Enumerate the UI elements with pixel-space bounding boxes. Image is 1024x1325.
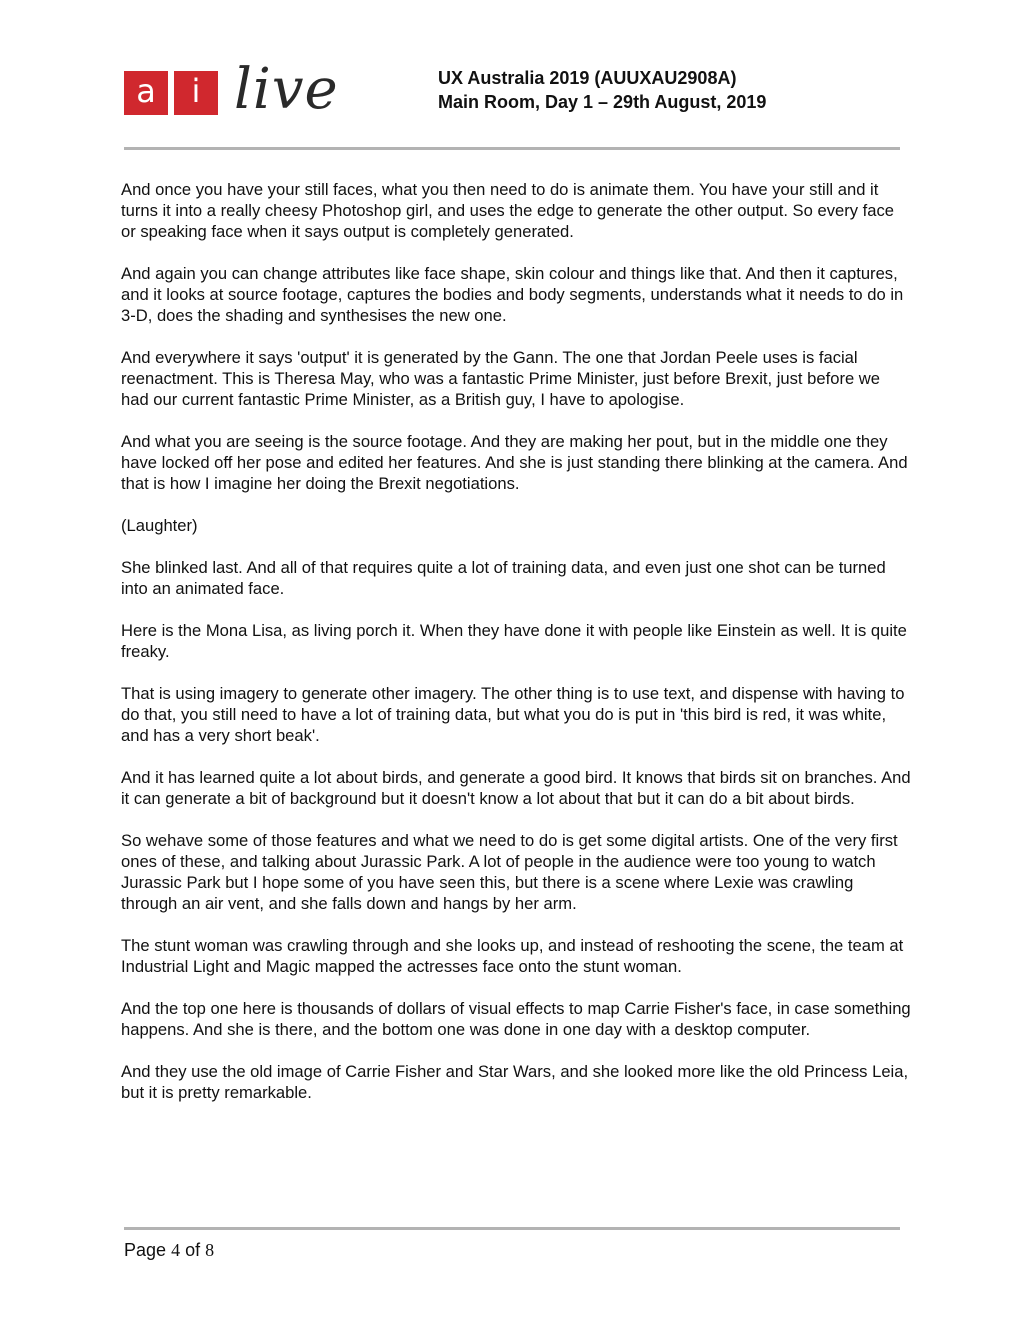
- transcript-paragraph: The stunt woman was crawling through and she looks up, and instead of reshooting the scene, the team at Industrial Light and Magic mapped the actresses face onto the stunt woman.: [121, 936, 904, 976]
- transcript-paragraph: That is using imagery to generate other imagery. The other thing is to use text, and dispense with having to do that, you still need to have a lot of training data, but what you do is put in 'this bird is red, it was white, and has a very short beak'.: [121, 684, 905, 745]
- logo-letter-a: a: [124, 71, 168, 115]
- document-header: [438, 66, 766, 114]
- transcript-paragraph: She blinked last. And all of that requires quite a lot of training data, and even just one shot can be turned into an animated face.: [121, 558, 886, 598]
- transcript-paragraph: And they use the old image of Carrie Fisher and Star Wars, and she looked more like the old Princess Leia, but it is pretty remarkable.: [121, 1062, 909, 1102]
- transcript-paragraph: And everywhere it says 'output' it is generated by the Gann. The one that Jordan Peele uses is facial reenactment. This is Theresa May, who was a fantastic Prime Minister, just before Brexit, just before we had our current fantastic Prime Minister, as a British guy, I have to apologise.: [121, 348, 881, 409]
- transcript-paragraph: And it has learned quite a lot about birds, and generate a good bird. It knows that birds sit on branches. And it can generate a bit of background but it doesn't know a lot about that but it can do a bit about birds.: [121, 768, 911, 808]
- logo-word-live: live: [234, 57, 339, 122]
- transcript-paragraph: Here is the Mona Lisa, as living porch it. When they have done it with people like Einstein as well. It is quite freaky.: [121, 621, 907, 661]
- transcript-paragraph: And once you have your still faces, what you then need to do is animate them. You have your still and it turns it into a really cheesy Photoshop girl, and uses the edge to generate the other output. So every face or speaking face when it says output is completely generated.: [121, 180, 895, 241]
- header-event-title: UX Australia 2019 (AUUXAU2908A): [438, 68, 737, 88]
- header-session-info: Main Room, Day 1 – 29th August, 2019: [438, 92, 767, 112]
- transcript-paragraph: So wehave some of those features and what we need to do is get some digital artists. One of the very first ones of these, and talking about Jurassic Park. A lot of people in the audience were too young to watch Jurassic Park but I hope some of you have seen this, but there is a scene where Lexie was crawling through an air vent, and she falls down and hangs by her arm.: [121, 831, 898, 913]
- header-divider: [124, 147, 900, 150]
- page-current: 4: [171, 1240, 181, 1260]
- page-total: 8: [205, 1240, 215, 1260]
- transcript-paragraph: And the top one here is thousands of dollars of visual effects to map Carrie Fisher's face, in case something happens. And she is there, and the bottom one was done in one day with a desktop computer.: [121, 999, 911, 1039]
- of-label: of: [185, 1240, 201, 1260]
- page-label: Page: [124, 1240, 167, 1260]
- footer-divider: [124, 1227, 900, 1230]
- transcript-paragraph: And what you are seeing is the source footage. And they are making her pout, but in the middle one they have locked off her pose and edited her features. And she is just standing there blinking at the camera. And that is how I imagine her doing the Brexit negotiations.: [121, 432, 908, 493]
- page-number: [124, 1240, 214, 1261]
- logo-letter-i: i: [174, 71, 218, 115]
- transcript-body: [121, 179, 911, 1124]
- transcript-paragraph: (Laughter): [121, 516, 198, 535]
- transcript-paragraph: And again you can change attributes like face shape, skin colour and things like that. And then it captures, and it looks at source footage, captures the bodies and body segments, understands what it needs to do in 3-D, does the shading and synthesises the new one.: [121, 264, 904, 325]
